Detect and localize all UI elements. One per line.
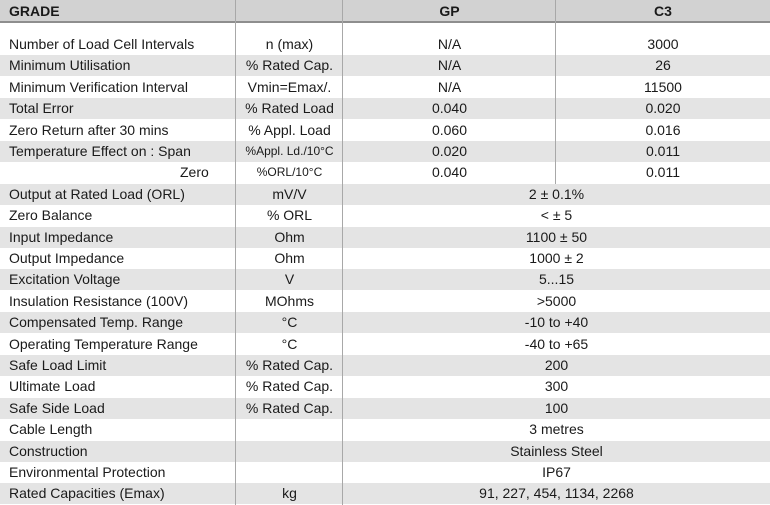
parameter-unit (236, 462, 343, 483)
shared-value: 300 (544, 378, 569, 395)
table-row (0, 312, 770, 333)
parameter-unit: mV/V (272, 185, 307, 202)
parameter-unit: % Rated Cap. (245, 57, 334, 74)
shared-value: 1000 ± 2 (529, 250, 584, 266)
gp-value: 0.020 (431, 143, 468, 159)
table-row (0, 162, 770, 183)
table-row (0, 141, 770, 162)
shared-value: 91, 227, 454, 1134, 2268 (479, 485, 634, 502)
gp-value: N/A (437, 57, 462, 74)
table-row (0, 77, 770, 98)
parameter-name: Output at Rated Load (ORL) (9, 185, 185, 202)
shared-value: 5...15 (538, 271, 575, 288)
parameter-unit (236, 419, 343, 440)
shared-value: IP67 (542, 464, 571, 480)
parameter-name: Total Error (9, 100, 74, 117)
gp-value: 0.040 (431, 164, 468, 181)
parameter-name: Excitation Voltage (9, 271, 121, 288)
parameter-name: Zero (180, 164, 209, 181)
grade-header: GRADE (9, 3, 60, 19)
parameter-name: Cable Length (9, 421, 93, 438)
table-row (0, 227, 770, 248)
c3-value: 3000 (647, 36, 679, 52)
parameter-name: Number of Load Cell Intervals (9, 36, 195, 52)
table-row (0, 120, 770, 141)
gp-value: N/A (437, 36, 462, 52)
parameter-name: Insulation Resistance (100V) (9, 292, 188, 309)
table-row (0, 205, 770, 226)
parameter-unit: % Rated Load (245, 100, 334, 117)
parameter-unit: V (284, 271, 295, 288)
parameter-unit: % Rated Cap. (245, 399, 334, 416)
table-row (0, 483, 770, 504)
table-row (0, 55, 770, 76)
table-row (0, 398, 770, 419)
parameter-name: Minimum Utilisation (9, 57, 131, 74)
parameter-name: Input Impedance (9, 228, 114, 245)
table-header (0, 0, 770, 23)
parameter-unit: % Rated Cap. (245, 378, 334, 395)
table-row (0, 269, 770, 290)
table-row (0, 462, 770, 483)
c3-value: 0.016 (645, 121, 681, 138)
parameter-name: Zero Balance (9, 207, 93, 224)
c3-value: 11500 (644, 78, 682, 95)
parameter-name: Ultimate Load (9, 378, 96, 395)
table-row (0, 419, 770, 440)
c3-value: 0.011 (646, 164, 680, 181)
table-row (0, 248, 770, 269)
table-row (0, 376, 770, 397)
parameter-unit: % ORL (266, 207, 313, 224)
parameter-unit: Vmin=Emax/. (247, 78, 332, 95)
parameter-name: Compensated Temp. Range (9, 314, 184, 331)
shared-value: >5000 (536, 292, 577, 309)
parameter-name: Construction (9, 442, 88, 459)
parameter-unit: % Rated Cap. (245, 357, 334, 373)
gp-value: 0.040 (431, 100, 468, 117)
shared-value: 1100 ± 50 (525, 228, 588, 245)
gp-value: 0.060 (431, 121, 468, 138)
column-divider (555, 0, 556, 184)
parameter-name: Rated Capacities (Emax) (9, 485, 165, 502)
parameter-unit: °C (281, 335, 298, 352)
shared-value: -10 to +40 (524, 314, 589, 331)
parameter-unit (236, 441, 343, 462)
parameter-unit: Ohm (274, 228, 305, 245)
shared-value: 3 metres (529, 421, 584, 438)
parameter-unit: °C (281, 314, 298, 331)
table-row (0, 291, 770, 312)
gp-header: GP (439, 3, 460, 19)
parameter-unit: MOhms (265, 292, 314, 309)
table-row (0, 355, 770, 376)
table-row (0, 34, 770, 55)
shared-value: -40 to +65 (524, 335, 589, 352)
parameter-unit: n (max) (265, 36, 314, 52)
shared-value: Stainless Steel (510, 442, 603, 459)
parameter-name: Output Impedance (9, 250, 125, 266)
parameter-unit: %Appl. Ld./10°C (245, 144, 334, 158)
parameter-name: Operating Temperature Range (9, 335, 198, 352)
table-row (0, 98, 770, 119)
parameter-name: Minimum Verification Interval (9, 78, 188, 95)
c3-value: 0.020 (645, 100, 681, 117)
table-row (0, 334, 770, 355)
parameter-name: Environmental Protection (9, 464, 166, 480)
parameter-name: Temperature Effect on : Span (9, 143, 191, 159)
c3-value: 26 (655, 57, 671, 74)
c3-value: 0.011 (646, 143, 680, 159)
parameter-unit: % Appl. Load (248, 121, 331, 138)
column-divider (342, 0, 343, 505)
parameter-unit: Ohm (274, 250, 305, 266)
column-divider (235, 0, 236, 505)
parameter-name: Zero Return after 30 mins (9, 121, 169, 138)
table-row (0, 441, 770, 462)
parameter-name: Safe Load Limit (9, 357, 107, 373)
table-row (0, 184, 770, 205)
parameter-unit: kg (282, 485, 297, 502)
shared-value: < ± 5 (540, 207, 573, 224)
c3-header: C3 (654, 3, 672, 19)
parameter-name: Safe Side Load (9, 399, 105, 416)
parameter-unit: %ORL/10°C (256, 165, 323, 180)
gp-value: N/A (437, 78, 462, 95)
shared-value: 100 (544, 399, 569, 416)
shared-value: 200 (544, 357, 569, 373)
shared-value: 2 ± 0.1% (528, 185, 585, 202)
